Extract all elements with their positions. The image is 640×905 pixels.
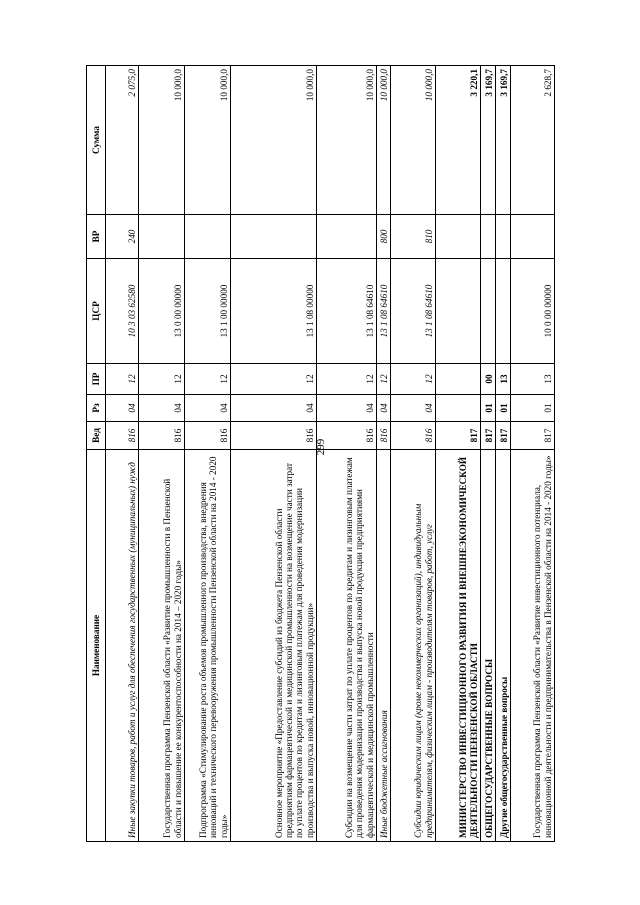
cell-pr: 12 bbox=[185, 364, 231, 395]
header-ved: Вед bbox=[87, 422, 106, 450]
cell-csr: 13 0 00 00000 bbox=[139, 259, 185, 364]
cell-rz bbox=[436, 395, 481, 422]
cell-vr bbox=[496, 215, 511, 259]
cell-name: Основное мероприятие «Предоставление субсидий из бюджета Пензенской области предприятиям фармацевтической и медицинской промышленности на возмещение части затрат по уплате процентов по кредитам и лизинговым платежам для проведения модернизации производства и выпуска новой, инновационной продукции» bbox=[231, 450, 317, 842]
cell-vr: 810 bbox=[391, 215, 436, 259]
cell-csr: 13 1 08 64610 bbox=[391, 259, 436, 364]
cell-rz: 04 bbox=[139, 395, 185, 422]
cell-pr bbox=[436, 364, 481, 395]
header-rz: Рз bbox=[87, 395, 106, 422]
cell-sum: 10 000,0 bbox=[317, 66, 377, 215]
cell-sum: 10 000,0 bbox=[391, 66, 436, 215]
cell-ved: 817 bbox=[481, 422, 496, 450]
page-number: 299 bbox=[315, 438, 327, 456]
cell-csr: 10 0 00 00000 bbox=[511, 259, 555, 364]
cell-csr bbox=[496, 259, 511, 364]
cell-sum: 2 075,0 bbox=[106, 66, 139, 215]
cell-sum: 3 220,1 bbox=[436, 66, 481, 215]
cell-pr: 12 bbox=[231, 364, 317, 395]
cell-vr bbox=[511, 215, 555, 259]
cell-name: Субсидии на возмещение части затрат по уплате процентов по кредитам и лизинговым платежам для проведения модернизации производства и выпуска новой продукции предприятиями фармацевтической и медицинской промышленности bbox=[317, 450, 377, 842]
cell-sum: 10 000,0 bbox=[139, 66, 185, 215]
table-row bbox=[481, 66, 496, 842]
cell-pr: 00 bbox=[481, 364, 496, 395]
cell-sum: 10 000,0 bbox=[377, 66, 391, 215]
cell-csr bbox=[436, 259, 481, 364]
cell-ved: 816 bbox=[317, 422, 377, 450]
cell-rz: 04 bbox=[391, 395, 436, 422]
cell-ved: 816 bbox=[139, 422, 185, 450]
cell-name: МИНИСТЕРСТВО ИНВЕСТИЦИОННОГО РАЗВИТИЯ И ВНЕШНЕЭКОНОМИЧЕСКОЙ ДЕЯТЕЛЬНОСТИ ПЕНЗЕНСКОЙ ОБЛАСТИ bbox=[436, 450, 481, 842]
cell-vr bbox=[231, 215, 317, 259]
cell-ved: 817 bbox=[511, 422, 555, 450]
table-row bbox=[377, 66, 391, 842]
cell-csr: 13 1 08 64610 bbox=[317, 259, 377, 364]
cell-vr bbox=[317, 215, 377, 259]
cell-sum: 2 628,7 bbox=[511, 66, 555, 215]
table-row bbox=[185, 66, 231, 842]
header-pr: ПР bbox=[87, 364, 106, 395]
cell-csr: 10 3 03 62580 bbox=[106, 259, 139, 364]
cell-pr: 13 bbox=[496, 364, 511, 395]
table-container bbox=[86, 66, 553, 842]
cell-csr bbox=[481, 259, 496, 364]
cell-ved: 816 bbox=[391, 422, 436, 450]
cell-rz: 04 bbox=[377, 395, 391, 422]
cell-vr bbox=[185, 215, 231, 259]
cell-rz: 01 bbox=[481, 395, 496, 422]
rotated-page-content bbox=[86, 66, 553, 842]
cell-pr: 13 bbox=[511, 364, 555, 395]
cell-rz: 04 bbox=[317, 395, 377, 422]
cell-rz: 04 bbox=[106, 395, 139, 422]
cell-rz: 04 bbox=[185, 395, 231, 422]
cell-vr: 240 bbox=[106, 215, 139, 259]
cell-pr: 12 bbox=[139, 364, 185, 395]
cell-vr bbox=[139, 215, 185, 259]
header-name: Наименование bbox=[87, 450, 106, 842]
cell-name: Субсидии юридическим лицам (кроме некоммерческих организаций), индивидуальным предпринимателям, физическим лицам - производителям товаров, работ, услуг bbox=[391, 450, 436, 842]
cell-pr: 12 bbox=[106, 364, 139, 395]
cell-ved: 816 bbox=[231, 422, 317, 450]
budget-table bbox=[86, 65, 555, 842]
cell-csr: 13 1 00 00000 bbox=[185, 259, 231, 364]
table-row bbox=[231, 66, 317, 842]
cell-pr: 12 bbox=[317, 364, 377, 395]
header-sum: Сумма bbox=[87, 66, 106, 215]
cell-ved: 817 bbox=[436, 422, 481, 450]
cell-ved: 816 bbox=[185, 422, 231, 450]
cell-vr bbox=[481, 215, 496, 259]
table-row bbox=[511, 66, 555, 842]
cell-rz: 01 bbox=[496, 395, 511, 422]
table-row bbox=[436, 66, 481, 842]
cell-pr: 12 bbox=[391, 364, 436, 395]
cell-name: Иные бюджетные ассигнования bbox=[377, 450, 391, 842]
cell-rz: 01 bbox=[511, 395, 555, 422]
cell-sum: 10 000,0 bbox=[231, 66, 317, 215]
table-row bbox=[106, 66, 139, 842]
table-header-row bbox=[87, 66, 106, 842]
cell-name: Другие общегосударственные вопросы bbox=[496, 450, 511, 842]
cell-csr: 13 1 08 00000 bbox=[231, 259, 317, 364]
cell-sum: 3 169,7 bbox=[481, 66, 496, 215]
cell-pr: 12 bbox=[377, 364, 391, 395]
header-csr: ЦСР bbox=[87, 259, 106, 364]
header-vr: ВР bbox=[87, 215, 106, 259]
cell-rz: 04 bbox=[231, 395, 317, 422]
cell-vr: 800 bbox=[377, 215, 391, 259]
cell-sum: 3 169,7 bbox=[496, 66, 511, 215]
cell-name: Государственная программа Пензенской области «Развитие промышленности в Пензенской области и повышение ее конкурентоспособности на 2014 – 2020 годы» bbox=[139, 450, 185, 842]
cell-name: Государственная программа Пензенской области «Развитие инвестиционного потенциала, инновационной деятельности и предпринимательства в Пензенской области на 2014 - 2020 годы» bbox=[511, 450, 555, 842]
cell-name: ОБЩЕГОСУДАРСТВЕННЫЕ ВОПРОСЫ bbox=[481, 450, 496, 842]
table-row bbox=[317, 66, 377, 842]
table-body bbox=[106, 66, 555, 842]
cell-csr: 13 1 08 64610 bbox=[377, 259, 391, 364]
cell-vr bbox=[436, 215, 481, 259]
cell-ved: 817 bbox=[496, 422, 511, 450]
cell-ved: 816 bbox=[106, 422, 139, 450]
table-row bbox=[139, 66, 185, 842]
table-row bbox=[391, 66, 436, 842]
cell-ved: 816 bbox=[377, 422, 391, 450]
cell-name: Подпрограмма «Стимулирование роста объемов промышленного производства, внедрения инноваций и технического перевооружения промышленности Пензенской области на 2014 - 2020 годы» bbox=[185, 450, 231, 842]
cell-name: Иные закупки товаров, работ и услуг для обеспечения государственных (муниципальных) нужд bbox=[106, 450, 139, 842]
table-row bbox=[496, 66, 511, 842]
cell-sum: 10 000,0 bbox=[185, 66, 231, 215]
